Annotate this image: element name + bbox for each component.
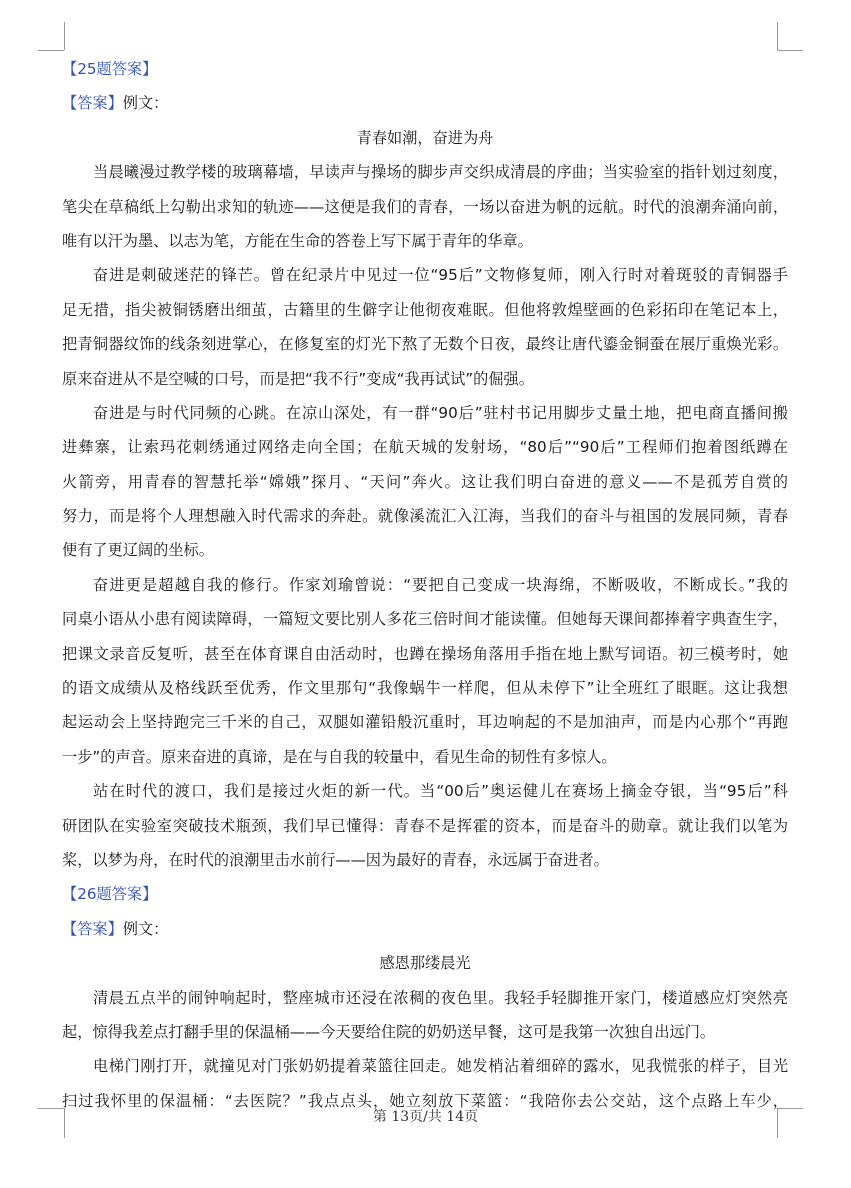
answer-suffix: 例文： bbox=[122, 94, 169, 113]
paragraph-line: 站在时代的渡口，我们是接过火炬的新一代。当“00后”奥运健儿在赛场上摘金夺银，当“95后”科 bbox=[93, 782, 788, 801]
paragraph-line: 努力，而是将个人理想融入时代需求的奔赴。就像溪流汇入江海，当我们的奋斗与祖国的发展同频，青春 bbox=[62, 507, 788, 526]
essay-paragraph bbox=[62, 258, 788, 396]
paragraph-line: 的语文成绩从及格线跃至优秀，作文里那句“我像蜗牛一样爬，但从未停下”让全班红了眼眶。这让我想 bbox=[62, 679, 788, 698]
essay-paragraph bbox=[62, 568, 788, 774]
essay-title: 青春如潮，奋进为舟 bbox=[356, 128, 494, 147]
question-answer-header: 【25题答案】 bbox=[62, 60, 158, 78]
paragraph-line: 足无措，指尖被铜锈磨出细茧，古籍里的生僻字让他彻夜难眠。但他将敦煌壁画的色彩拓印在笔记本上， bbox=[62, 300, 788, 319]
answer-tag: 【答案】 bbox=[62, 94, 123, 113]
essay-title: 感恩那缕晨光 bbox=[379, 954, 471, 973]
paragraph-line: 研团队在实验室突破技术瓶颈，我们早已懂得：青春不是挥霍的资本，而是奋斗的勋章。就让我们以笔为 bbox=[62, 816, 788, 835]
answer-line bbox=[62, 912, 788, 946]
answer-suffix: 例文： bbox=[122, 919, 169, 938]
paragraph-line: 原来奋进从不是空喊的口号，而是把“我不行”变成“我再试试”的倔强。 bbox=[62, 369, 534, 388]
paragraph-line: 笔尖在草稿纸上勾勒出求知的轨迹——这便是我们的青春，一场以奋进为帆的远航。时代的浪潮奔涌向前， bbox=[62, 197, 788, 216]
paragraph-line: 便有了更辽阔的坐标。 bbox=[62, 541, 214, 560]
essay-paragraph bbox=[62, 396, 788, 568]
crop-mark-top-left-v bbox=[64, 22, 65, 50]
essay-paragraph bbox=[62, 981, 788, 1050]
answer-tag: 【答案】 bbox=[62, 919, 123, 938]
crop-mark-top-right-h bbox=[777, 50, 803, 51]
paragraph-line: 电梯门刚打开，就撞见对门张奶奶提着菜篮往回走。她发梢沾着细碎的露水，见我慌张的样子，目光 bbox=[93, 1057, 788, 1076]
paragraph-line: 火箭旁，用青春的智慧托举“嫦娥”探月、“天问”奔火。这让我们明白奋进的意义——不是孤芳自赏的 bbox=[62, 472, 788, 491]
paragraph-line: 奋进是刺破迷茫的锋芒。曾在纪录片中见过一位“95后”文物修复师，刚入行时对着斑驳的青铜器手 bbox=[93, 266, 788, 285]
paragraph-line: 一步”的声音。原来奋进的真谛，是在与自我的较量中，看见生命的韧性有多惊人。 bbox=[62, 747, 617, 766]
crop-mark-top-left-h bbox=[38, 50, 64, 51]
answer-line bbox=[62, 86, 788, 120]
paragraph-line: 进彝寨，让索玛花刺绣通过网络走向全国；在航天城的发射场，“80后”“90后”工程师们抱着图纸蹲在 bbox=[62, 438, 788, 457]
paragraph-line: 奋进更是超越自我的修行。作家刘瑜曾说：“要把自己变成一块海绵，不断吸收，不断成长。”我的 bbox=[93, 575, 788, 594]
essay-paragraph bbox=[62, 774, 788, 877]
paragraph-line: 当晨曦漫过教学楼的玻璃幕墙，早读声与操场的脚步声交织成清晨的序曲；当实验室的指针划过刻度， bbox=[93, 163, 788, 182]
paragraph-line: 把青铜器纹饰的线条刻进掌心，在修复室的灯光下熬了无数个日夜，最终让唐代鎏金铜蚕在展厅重焕光彩。 bbox=[62, 335, 788, 354]
paragraph-line: 起，惊得我差点打翻手里的保温桶——今天要给住院的奶奶送早餐，这可是我第一次独自出远门。 bbox=[62, 1022, 716, 1041]
page-content bbox=[62, 52, 788, 1118]
paragraph-line: 把课文录音反复听，甚至在体育课自由活动时，也蹲在操场角落用手指在地上默写词语。初三模考时，她 bbox=[62, 644, 788, 663]
paragraph-line: 清晨五点半的闹钟响起时，整座城市还浸在浓稠的夜色里。我轻手轻脚推开家门，楼道感应灯突然亮 bbox=[93, 988, 788, 1007]
crop-mark-top-right-v bbox=[777, 22, 778, 50]
paragraph-line: 同桌小语从小患有阅读障碍，一篇短文要比别人多花三倍时间才能读懂。但她每天课间都捧着字典查生字， bbox=[62, 610, 788, 629]
paragraph-line: 桨，以梦为舟，在时代的浪潮里击水前行——因为最好的青春，永远属于奋进者。 bbox=[62, 850, 609, 869]
paragraph-line: 扫过我怀里的保温桶：“去医院？”我点点头，她立刻放下菜篮：“我陪你去公交站，这个点路上车少， bbox=[62, 1091, 788, 1110]
essay-paragraph bbox=[62, 155, 788, 258]
question-answer-header: 【26题答案】 bbox=[62, 885, 158, 904]
paragraph-line: 唯有以汗为墨、以志为笔，方能在生命的答卷上写下属于青年的华章。 bbox=[62, 231, 533, 250]
page-footer: 第 13页/共 14页 bbox=[372, 1109, 479, 1125]
paragraph-line: 奋进是与时代同频的心跳。在凉山深处，有一群“90后”驻村书记用脚步丈量土地，把电商直播间搬 bbox=[93, 403, 788, 422]
paragraph-line: 起运动会上坚持跑完三千米的自己，双腿如灌铅般沉重时，耳边响起的不是加油声，而是内心那个“再跑 bbox=[62, 713, 788, 732]
